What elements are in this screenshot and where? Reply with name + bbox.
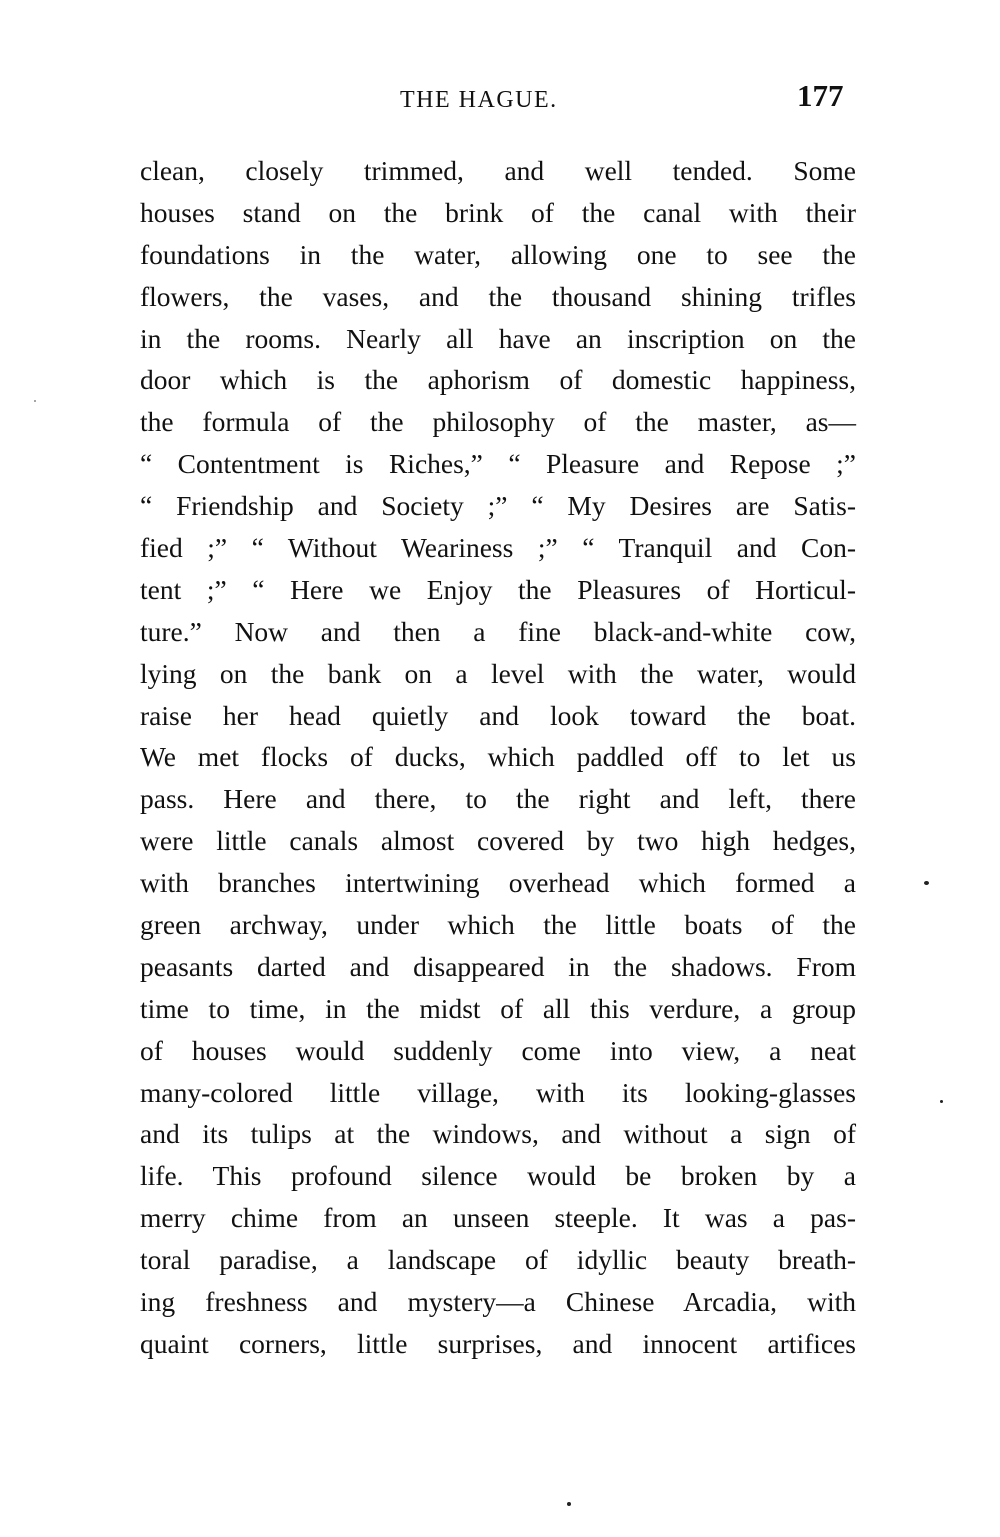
print-speck — [924, 881, 929, 885]
running-title: THE HAGUE. — [400, 87, 558, 113]
text-line: green archway, under which the little boats of the — [140, 909, 856, 941]
text-line: merry chime from an unseen steeple. It was a pas- — [140, 1202, 856, 1234]
text-line: clean, closely trimmed, and well tended. Some — [140, 155, 856, 186]
text-line: were little canals almost covered by two high hedges, — [140, 825, 856, 857]
print-speck — [567, 1502, 571, 1506]
text-line: ing freshness and mystery—a Chinese Arcadia, with — [140, 1286, 856, 1318]
text-line: peasants darted and disappeared in the shadows. From — [140, 950, 856, 982]
print-speck — [34, 400, 36, 402]
text-line: lying on the bank on a level with the water, would — [140, 657, 856, 689]
text-line: ture.” Now and then a fine black-and-white cow, — [140, 615, 856, 647]
text-line: tent ;” “ Here we Enjoy the Pleasures of Horticul- — [140, 573, 856, 605]
text-line: We met flocks of ducks, which paddled off to let us — [140, 741, 856, 773]
text-line: life. This profound silence would be broken by a — [140, 1160, 856, 1192]
text-line: in the rooms. Nearly all have an inscription on the — [140, 322, 856, 354]
text-line: “ Contentment is Riches,” “ Pleasure and Repose ;” — [140, 448, 856, 480]
text-line: door which is the aphorism of domestic happiness, — [140, 364, 856, 396]
print-speck — [940, 1100, 943, 1103]
page-number: 177 — [797, 78, 844, 113]
text-line: pass. Here and there, to the right and left, there — [140, 783, 856, 815]
text-line: and its tulips at the windows, and without a sign of — [140, 1118, 856, 1150]
body-text — [140, 150, 856, 1365]
text-line: quaint corners, little surprises, and innocent artifices — [140, 1327, 856, 1359]
text-line: “ Friendship and Society ;” “ My Desires are Satis- — [140, 490, 856, 522]
text-line: of houses would suddenly come into view, a neat — [140, 1034, 856, 1066]
text-line: raise her head quietly and look toward the boat. — [140, 699, 856, 731]
text-line: fied ;” “ Without Weariness ;” “ Tranquil and Con- — [140, 532, 856, 564]
text-line: time to time, in the midst of all this verdure, a group — [140, 992, 856, 1024]
text-line: with branches intertwining overhead which formed a — [140, 867, 856, 899]
text-line: the formula of the philosophy of the master, as— — [140, 406, 856, 438]
text-line: houses stand on the brink of the canal with their — [140, 196, 856, 228]
text-line: toral paradise, a landscape of idyllic beauty breath- — [140, 1244, 856, 1276]
text-line: flowers, the vases, and the thousand shining trifles — [140, 280, 856, 312]
text-line: foundations in the water, allowing one to see the — [140, 238, 856, 270]
text-line: many-colored little village, with its looking-glasses — [140, 1076, 856, 1108]
